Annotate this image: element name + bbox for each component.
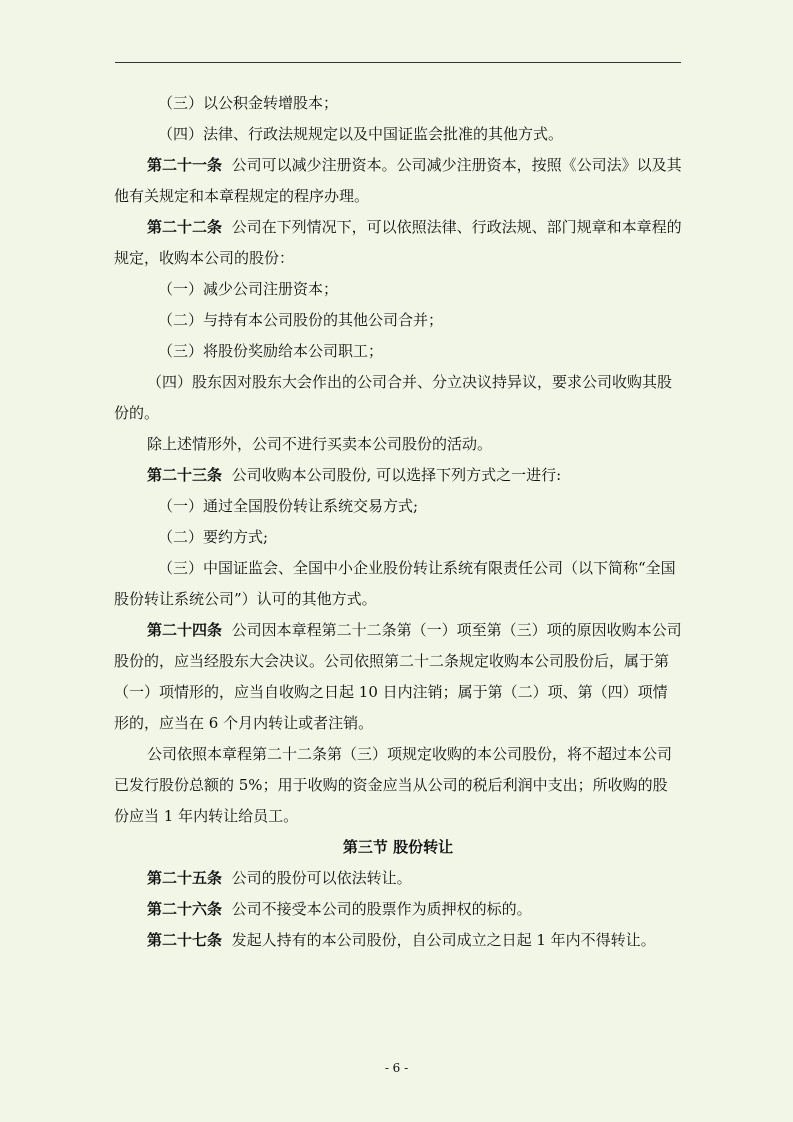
paragraph: 公司依照本章程第二十二条第（三）项规定收购的本公司股份，将不超过本公司已发行股份总额的 5%；用于收购的资金应当从公司的税后利润中支出；所收购的股份应当 1 年内转让给员工。	[114, 745, 673, 825]
list-item: （一）减少公司注册资本；	[158, 280, 339, 298]
document-body	[114, 88, 682, 956]
article-text: 公司不接受本公司的股票作为质押权的标的。	[231, 900, 532, 918]
article-title: 第二十四条	[147, 621, 223, 639]
article-text: 发起人持有的本公司股份，自公司成立之日起 1 年内不得转让。	[231, 931, 656, 949]
header-rule	[115, 62, 681, 63]
article-title: 第二十二条	[147, 218, 223, 236]
article-26	[114, 894, 682, 925]
article-25	[114, 863, 682, 894]
article-27	[114, 925, 682, 956]
section-title: 第三节 股份转让	[342, 838, 454, 856]
article-24	[114, 615, 682, 739]
article-text: 公司收购本公司股份, 可以选择下列方式之一进行:	[231, 466, 562, 484]
article-text: 公司可以减少注册资本。公司减少注册资本，按照《公司法》以及其他有关规定和本章程规定的程序办理。	[114, 156, 682, 205]
list-item: （二）要约方式;	[158, 528, 269, 546]
paragraph: （四）法律、行政法规规定以及中国证监会批准的其他方式。	[158, 125, 564, 143]
paragraph: 除上述情形外，公司不进行买卖本公司股份的活动。	[147, 435, 493, 453]
list-item: （二）与持有本公司股份的其他公司合并；	[158, 311, 444, 329]
article-22	[114, 212, 682, 274]
article-text: 公司在下列情况下，可以依照法律、行政法规、部门规章和本章程的规定，收购本公司的股份：	[114, 218, 682, 267]
article-title: 第二十六条	[147, 900, 223, 918]
list-item: （三）将股份奖励给本公司职工；	[158, 342, 384, 360]
article-title: 第二十三条	[147, 466, 223, 484]
article-title: 第二十五条	[147, 869, 223, 887]
page-number: - 6 -	[384, 1061, 409, 1075]
article-title: 第二十七条	[147, 931, 223, 949]
article-text: 公司的股份可以依法转让。	[231, 869, 412, 887]
list-item: （三）中国证监会、全国中小企业股份转让系统有限责任公司（以下简称“全国股份转让系统公司”）认可的其他方式。	[114, 559, 676, 608]
paragraph: （三）以公积金转增股本；	[158, 94, 339, 112]
list-item: （一）通过全国股份转让系统交易方式;	[158, 497, 419, 515]
article-text: 公司因本章程第二十二条第（一）项至第（三）项的原因收购本公司股份的，应当经股东大会决议。公司依照第二十二条规定收购本公司股份后，属于第（一）项情形的，应当自收购之日起 10 日内注销；属于第（二）项、第（四）项情形的，应当在 6 个月内转让或者注销。	[114, 621, 682, 732]
article-title: 第二十一条	[147, 156, 223, 174]
article-23	[114, 460, 682, 491]
list-item: （四）股东因对股东大会作出的公司合并、分立决议持异议，要求公司收购其股份的。	[114, 373, 673, 422]
article-21	[114, 150, 682, 212]
